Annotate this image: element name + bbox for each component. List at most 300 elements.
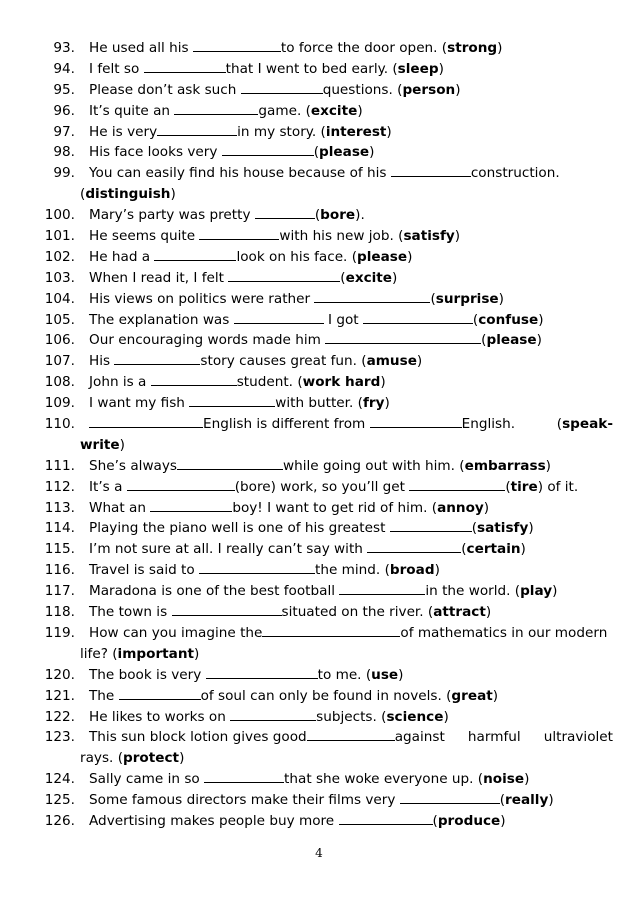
answer-blank bbox=[222, 142, 314, 156]
exercise-line bbox=[0, 38, 638, 59]
sentence-text: harmful bbox=[467, 729, 521, 746]
exercise-line bbox=[0, 393, 638, 414]
item-text bbox=[80, 644, 199, 665]
item-number: 111. bbox=[44, 457, 75, 474]
exercise-line bbox=[0, 623, 638, 644]
answer-blank bbox=[409, 477, 505, 491]
sentence-text: ( bbox=[80, 186, 86, 203]
sentence-text: construction. bbox=[470, 165, 560, 182]
sentence-text: ( bbox=[472, 311, 479, 328]
sentence-text: Maradona is one of the best football bbox=[89, 583, 340, 600]
sentence-text: against bbox=[394, 729, 445, 746]
sentence-text: I’m not sure at all. I really can’t say with bbox=[89, 541, 368, 558]
sentence-text: ) bbox=[443, 708, 449, 725]
item-text bbox=[89, 310, 544, 331]
answer-blank bbox=[400, 790, 500, 804]
root-word: important bbox=[117, 645, 194, 662]
sentence-text: ( bbox=[505, 478, 511, 495]
item-number: 115. bbox=[44, 541, 75, 558]
item-number: 119. bbox=[44, 624, 75, 641]
sentence-text: ) bbox=[357, 102, 363, 119]
item-number: 105. bbox=[44, 311, 75, 328]
root-word: embarrass bbox=[464, 457, 546, 474]
sentence-text: ( bbox=[430, 290, 436, 307]
sentence-text: ) bbox=[497, 40, 503, 56]
item-text bbox=[89, 769, 529, 790]
sentence-text: ) bbox=[524, 771, 530, 788]
exercise-line bbox=[0, 602, 638, 623]
sentence-text: This sun block lotion gives good bbox=[89, 729, 307, 746]
root-word: fry bbox=[362, 395, 385, 412]
sentence-text: ( bbox=[471, 520, 478, 537]
exercise-line bbox=[0, 351, 638, 372]
item-number: 120. bbox=[44, 666, 75, 683]
root-word: certain bbox=[466, 541, 521, 558]
item-text bbox=[89, 456, 551, 477]
exercise-item bbox=[0, 393, 638, 414]
root-word: attract bbox=[433, 604, 486, 621]
sentence-text: look on his face. ( bbox=[236, 248, 358, 265]
item-number: 96. bbox=[53, 102, 75, 119]
exercise-item bbox=[0, 539, 638, 560]
answer-blank bbox=[314, 289, 430, 303]
exercise-line bbox=[0, 310, 638, 331]
sentence-text: John is a bbox=[89, 374, 151, 391]
sentence-text: His face looks very bbox=[89, 144, 222, 161]
item-text bbox=[89, 372, 386, 393]
item-text bbox=[89, 414, 613, 435]
exercise-item bbox=[0, 205, 638, 226]
exercise-line bbox=[0, 686, 638, 707]
answer-blank bbox=[390, 518, 472, 532]
answer-blank bbox=[172, 602, 282, 616]
exercise-item bbox=[0, 163, 638, 205]
exercise-line bbox=[0, 142, 638, 163]
item-number: 126. bbox=[44, 812, 75, 829]
sentence-text: She’s always bbox=[89, 457, 178, 474]
exercise-item bbox=[0, 142, 638, 163]
sentence-text: while going out with him. ( bbox=[283, 457, 465, 474]
item-text bbox=[89, 142, 374, 163]
item-number: 113. bbox=[44, 499, 75, 516]
answer-blank bbox=[144, 59, 226, 73]
item-text bbox=[89, 686, 498, 707]
sentence-text: How can you imagine the bbox=[89, 624, 263, 641]
root-word-group bbox=[557, 414, 613, 435]
sentence-text: in my story. ( bbox=[237, 123, 326, 140]
sentence-text: He used all his bbox=[89, 40, 193, 56]
answer-blank bbox=[193, 38, 281, 52]
sentence-text: ( bbox=[314, 207, 321, 224]
answer-blank bbox=[174, 101, 258, 115]
root-word: please bbox=[486, 332, 537, 349]
root-word: amuse bbox=[366, 353, 417, 370]
answer-blank bbox=[150, 498, 232, 512]
sentence-text: ) bbox=[434, 562, 440, 579]
exercise-line bbox=[0, 59, 638, 80]
root-word: distinguish bbox=[85, 186, 171, 203]
item-text bbox=[80, 435, 125, 456]
item-number: 97. bbox=[53, 123, 75, 140]
item-number: 103. bbox=[44, 269, 75, 286]
item-text bbox=[89, 268, 397, 289]
answer-blank bbox=[199, 226, 279, 240]
item-text bbox=[89, 205, 365, 226]
text-with-blank bbox=[89, 623, 607, 644]
item-number: 125. bbox=[44, 792, 75, 809]
item-text bbox=[89, 560, 440, 581]
sentence-text: to me. ( bbox=[317, 666, 372, 683]
sentence-text: situated on the river. ( bbox=[281, 604, 434, 621]
exercise-line bbox=[0, 811, 638, 832]
exercise-line bbox=[0, 414, 638, 435]
exercise-line bbox=[0, 226, 638, 247]
exercise-item bbox=[0, 477, 638, 498]
root-word: person bbox=[402, 81, 456, 98]
sentence-text: Sally came in so bbox=[89, 771, 205, 788]
sentence-text: The town is bbox=[89, 604, 172, 621]
sentence-text: ) bbox=[520, 541, 526, 558]
sentence-text: I got bbox=[323, 311, 363, 328]
item-number: 93. bbox=[53, 40, 75, 56]
item-number: 107. bbox=[44, 353, 75, 370]
answer-blank bbox=[154, 247, 236, 261]
sentence-text: to force the door open. ( bbox=[280, 40, 448, 56]
exercise-item bbox=[0, 268, 638, 289]
exercise-line bbox=[0, 80, 638, 101]
sentence-text: It’s quite an bbox=[89, 102, 175, 119]
sentence-text: that she woke everyone up. ( bbox=[284, 771, 484, 788]
sentence-text: English is different from bbox=[203, 416, 370, 433]
item-text bbox=[89, 101, 363, 122]
sentence-text: His views on politics were rather bbox=[89, 290, 315, 307]
item-text bbox=[89, 163, 560, 184]
sentence-text: boy! I want to get rid of him. ( bbox=[232, 499, 438, 516]
sentence-text: ) bbox=[454, 228, 461, 245]
text-with-blank bbox=[89, 414, 515, 435]
sentence-text: Mary’s party was pretty bbox=[89, 207, 255, 224]
sentence-text: ( bbox=[313, 144, 320, 161]
item-text bbox=[89, 477, 578, 498]
item-text bbox=[89, 707, 449, 728]
sentence-text: ) bbox=[500, 812, 506, 829]
item-text bbox=[89, 539, 526, 560]
exercise-line bbox=[0, 435, 638, 456]
item-number: 122. bbox=[44, 708, 75, 725]
sentence-text: ) bbox=[545, 457, 551, 474]
sentence-text: His bbox=[89, 353, 115, 370]
sentence-text: game. ( bbox=[258, 102, 311, 119]
item-text bbox=[89, 623, 613, 644]
item-number: 123. bbox=[44, 729, 75, 746]
sentence-text: ) bbox=[380, 374, 386, 391]
answer-blank bbox=[177, 456, 283, 470]
exercise-line bbox=[0, 581, 638, 602]
sentence-text: ) bbox=[492, 687, 499, 704]
exercise-item bbox=[0, 372, 638, 393]
exercise-item bbox=[0, 665, 638, 686]
sentence-text: The book is very bbox=[89, 666, 206, 683]
root-word: excite bbox=[345, 269, 393, 286]
sentence-text: ). bbox=[355, 207, 365, 224]
exercise-item bbox=[0, 811, 638, 832]
item-text bbox=[89, 80, 461, 101]
answer-blank bbox=[307, 727, 395, 741]
exercise-line bbox=[0, 498, 638, 519]
sentence-text: Please don’t ask such bbox=[89, 81, 241, 98]
exercise-line bbox=[0, 205, 638, 226]
root-word: sleep bbox=[397, 60, 439, 77]
root-word: use bbox=[371, 666, 399, 683]
exercise-item bbox=[0, 498, 638, 519]
text-with-blank bbox=[89, 416, 370, 432]
text-with-blank bbox=[89, 727, 445, 748]
exercise-line bbox=[0, 122, 638, 143]
item-number: 108. bbox=[44, 374, 75, 391]
sentence-text: (bore) work, so you’ll get bbox=[234, 478, 410, 495]
exercise-line bbox=[0, 456, 638, 477]
answer-blank bbox=[157, 122, 237, 136]
sentence-text: ) bbox=[119, 436, 125, 453]
answer-blank bbox=[114, 351, 200, 365]
item-text bbox=[89, 289, 504, 310]
sentence-text: in the world. ( bbox=[425, 583, 521, 600]
sentence-text: ) bbox=[179, 750, 185, 767]
item-text bbox=[89, 247, 412, 268]
root-word: great bbox=[451, 687, 493, 704]
sentence-text: ) bbox=[416, 353, 423, 370]
root-word: please bbox=[357, 248, 408, 265]
exercise-item bbox=[0, 707, 638, 728]
sentence-text: ( bbox=[432, 812, 438, 829]
answer-blank bbox=[199, 560, 315, 574]
exercise-line bbox=[0, 560, 638, 581]
exercise-item bbox=[0, 80, 638, 101]
item-number: 116. bbox=[44, 562, 75, 579]
sentence-text: ) bbox=[483, 499, 490, 516]
answer-blank bbox=[367, 539, 461, 553]
sentence-text: rays. ( bbox=[80, 750, 123, 767]
exercise-item bbox=[0, 581, 638, 602]
root-word: surprise bbox=[435, 290, 499, 307]
item-number: 104. bbox=[44, 290, 75, 307]
root-word: strong bbox=[447, 40, 498, 56]
item-text bbox=[89, 226, 460, 247]
answer-blank bbox=[151, 372, 237, 386]
item-text bbox=[89, 38, 502, 59]
item-text bbox=[89, 518, 534, 539]
sentence-text: ) bbox=[498, 290, 504, 307]
item-text bbox=[89, 498, 489, 519]
item-text bbox=[89, 811, 506, 832]
exercise-item bbox=[0, 351, 638, 372]
sentence-text: that I went to bed early. ( bbox=[225, 60, 398, 77]
item-number: 118. bbox=[44, 604, 75, 621]
item-number: 121. bbox=[44, 687, 75, 704]
root-word: confuse bbox=[478, 311, 539, 328]
sentence-text: of mathematics in our modern bbox=[400, 624, 608, 641]
item-number: 100. bbox=[44, 207, 75, 224]
sentence-text: ) of it. bbox=[537, 478, 579, 495]
root-word: speak- bbox=[562, 416, 613, 433]
sentence-text: life? ( bbox=[80, 645, 118, 662]
item-number: 99. bbox=[53, 165, 75, 182]
exercise-line bbox=[0, 372, 638, 393]
answer-blank bbox=[204, 769, 284, 783]
sentence-text: It’s a bbox=[89, 478, 127, 495]
sentence-text: ) bbox=[384, 395, 390, 412]
root-word: bore bbox=[320, 207, 356, 224]
sentence-text: ultraviolet bbox=[543, 729, 613, 746]
exercise-line bbox=[0, 644, 638, 665]
sentence-text: ( bbox=[340, 269, 346, 286]
item-text bbox=[80, 184, 176, 205]
exercise-item bbox=[0, 59, 638, 80]
sentence-text: He had a bbox=[89, 248, 155, 265]
item-text bbox=[89, 351, 422, 372]
sentence-text: ) bbox=[528, 520, 534, 537]
root-word: play bbox=[520, 583, 553, 600]
item-text bbox=[89, 330, 542, 351]
root-word: produce bbox=[437, 812, 501, 829]
root-word: noise bbox=[483, 771, 525, 788]
item-number: 95. bbox=[53, 81, 75, 98]
root-word: tire bbox=[510, 478, 538, 495]
exercise-line bbox=[0, 727, 638, 748]
sentence-text: I felt so bbox=[89, 60, 144, 77]
sentence-text: ( bbox=[461, 541, 467, 558]
sentence-text: ( bbox=[556, 416, 563, 433]
exercise-line bbox=[0, 539, 638, 560]
item-text bbox=[80, 748, 184, 769]
item-text bbox=[89, 122, 392, 143]
sentence-text: questions. ( bbox=[322, 81, 403, 98]
answer-blank bbox=[325, 330, 481, 344]
sentence-text: ) bbox=[485, 604, 492, 621]
answer-blank bbox=[339, 811, 433, 825]
exercise-line bbox=[0, 707, 638, 728]
sentence-text: ) bbox=[386, 123, 392, 140]
answer-blank bbox=[189, 393, 275, 407]
answer-blank bbox=[119, 686, 201, 700]
exercise-item bbox=[0, 518, 638, 539]
exercise-item bbox=[0, 560, 638, 581]
sentence-text: ) bbox=[398, 666, 404, 683]
sentence-text: subjects. ( bbox=[316, 708, 387, 725]
exercise-item bbox=[0, 414, 638, 456]
sentence-text: ) bbox=[455, 81, 461, 98]
page-number: 4 bbox=[315, 846, 323, 860]
sentence-text: Some famous directors make their films very bbox=[89, 792, 400, 809]
exercise-item bbox=[0, 310, 638, 331]
exercise-line bbox=[0, 289, 638, 310]
item-text bbox=[89, 581, 557, 602]
answer-blank bbox=[370, 414, 462, 428]
sentence-text: the mind. ( bbox=[315, 562, 390, 579]
sentence-text: Advertising makes people buy more bbox=[89, 812, 339, 829]
answer-blank bbox=[339, 581, 425, 595]
item-number: 102. bbox=[44, 248, 75, 265]
sentence-text: ) bbox=[407, 248, 413, 265]
root-word: satisfy bbox=[477, 520, 529, 537]
sentence-text: ) bbox=[369, 144, 375, 161]
item-text bbox=[89, 602, 491, 623]
exercise-line bbox=[0, 268, 638, 289]
root-word: broad bbox=[389, 562, 435, 579]
answer-blank bbox=[255, 205, 315, 219]
exercise-item bbox=[0, 790, 638, 811]
sentence-text: ) bbox=[548, 792, 554, 809]
exercise-item bbox=[0, 686, 638, 707]
exercise-list bbox=[0, 38, 638, 832]
exercise-item bbox=[0, 602, 638, 623]
answer-blank bbox=[206, 665, 318, 679]
root-word: write bbox=[80, 436, 120, 453]
item-number: 110. bbox=[44, 416, 75, 433]
item-number: 94. bbox=[53, 60, 75, 77]
sentence-text: with his new job. ( bbox=[279, 228, 404, 245]
item-number: 112. bbox=[44, 478, 75, 495]
sentence-text: ) bbox=[392, 269, 398, 286]
answer-blank bbox=[127, 477, 235, 491]
exercise-item bbox=[0, 38, 638, 59]
sentence-text: ( bbox=[481, 332, 487, 349]
item-number: 124. bbox=[44, 771, 75, 788]
item-number: 117. bbox=[44, 583, 75, 600]
sentence-text: Travel is said to bbox=[89, 562, 200, 579]
answer-blank bbox=[89, 414, 203, 428]
exercise-item bbox=[0, 727, 638, 769]
sentence-text: ) bbox=[538, 311, 544, 328]
sentence-text: Our encouraging words made him bbox=[89, 332, 326, 349]
exercise-item bbox=[0, 122, 638, 143]
root-word: excite bbox=[310, 102, 358, 119]
root-word: annoy bbox=[437, 499, 484, 516]
exercise-item bbox=[0, 330, 638, 351]
exercise-line bbox=[0, 163, 638, 184]
sentence-text: story causes great fun. ( bbox=[200, 353, 367, 370]
item-text bbox=[89, 393, 390, 414]
sentence-text: He seems quite bbox=[89, 228, 200, 245]
sentence-text: ) bbox=[552, 583, 558, 600]
exercise-line bbox=[0, 790, 638, 811]
item-number: 114. bbox=[44, 520, 75, 537]
sentence-text: He is very bbox=[89, 123, 158, 140]
exercise-item bbox=[0, 456, 638, 477]
exercise-item bbox=[0, 247, 638, 268]
root-word: please bbox=[319, 144, 370, 161]
sentence-text: Playing the piano well is one of his greatest bbox=[89, 520, 390, 537]
exercise-item bbox=[0, 101, 638, 122]
sentence-text: You can easily find his house because of his bbox=[89, 165, 391, 182]
exercise-line bbox=[0, 247, 638, 268]
answer-blank bbox=[363, 310, 473, 324]
root-word: satisfy bbox=[403, 228, 455, 245]
answer-blank bbox=[230, 707, 316, 721]
exercise-line bbox=[0, 665, 638, 686]
exercise-item bbox=[0, 623, 638, 665]
exercise-item bbox=[0, 226, 638, 247]
item-text bbox=[89, 665, 403, 686]
sentence-text: When I read it, I felt bbox=[89, 269, 229, 286]
item-number: 106. bbox=[44, 332, 75, 349]
root-word: work hard bbox=[302, 374, 381, 391]
answer-blank bbox=[228, 268, 340, 282]
root-word: protect bbox=[123, 750, 180, 767]
sentence-text: of soul can only be found in novels. ( bbox=[200, 687, 452, 704]
answer-blank bbox=[241, 80, 323, 94]
sentence-text: The explanation was bbox=[89, 311, 234, 328]
